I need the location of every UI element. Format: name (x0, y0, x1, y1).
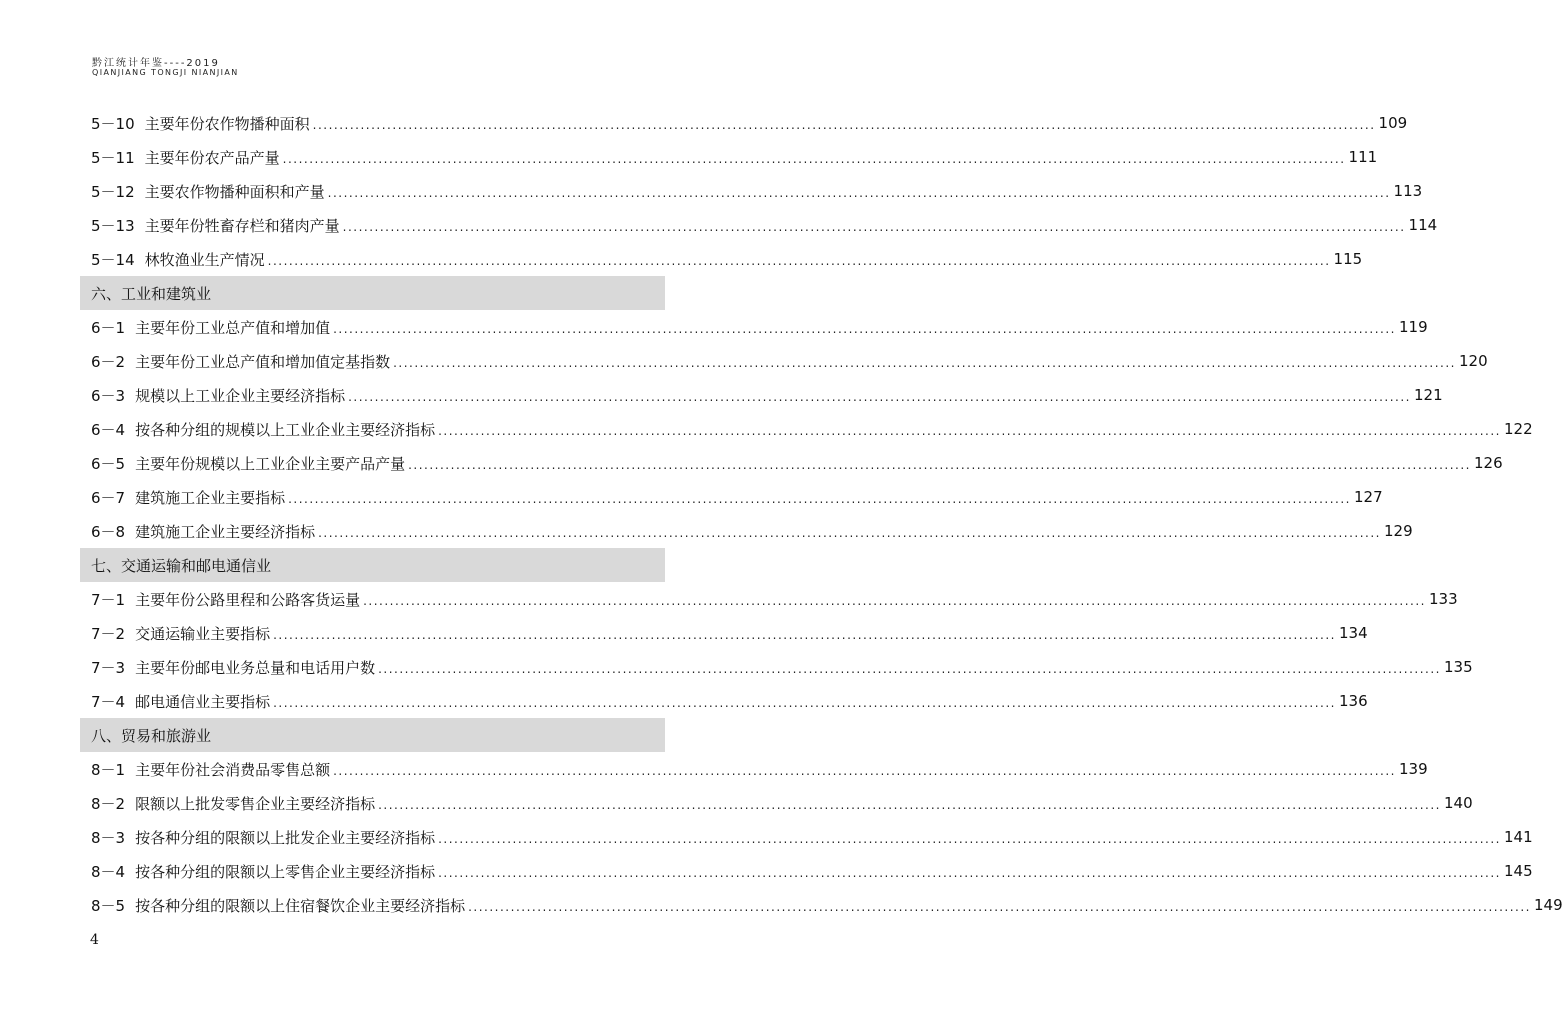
dot-leader: ........................................................................................................................................................................................................ (282, 152, 1346, 166)
toc-entry (80, 684, 1368, 718)
entry-page-number: 115 (1333, 250, 1363, 268)
entry-page-number: 136 (1339, 692, 1368, 710)
table-of-contents (80, 106, 1563, 922)
dot-leader: ........................................................................................................................................................................................................ (273, 696, 1336, 710)
entry-number: 5－10 (91, 114, 135, 133)
entry-page-number: 120 (1459, 352, 1488, 370)
entry-title: 主要年份牲畜存栏和猪肉产量 (144, 216, 340, 235)
section-title: 八、贸易和旅游业 (91, 726, 212, 745)
entry-title: 主要年份规模以上工业企业主要产品产量 (135, 454, 406, 473)
toc-entry (80, 820, 1533, 854)
dot-leader: ........................................................................................................................................................................................................ (378, 798, 1441, 812)
dot-leader: ........................................................................................................................................................................................................ (273, 628, 1336, 642)
entry-number: 6－5 (91, 454, 126, 473)
entry-number: 6－1 (91, 318, 126, 337)
entry-number: 5－13 (91, 216, 135, 235)
entry-page-number: 145 (1504, 862, 1533, 880)
toc-entry (80, 140, 1378, 174)
running-header-title: 黔江统计年鉴----2019 (92, 58, 220, 69)
toc-entry (80, 786, 1473, 820)
entry-number: 7－3 (91, 658, 126, 677)
dot-leader: ........................................................................................................................................................................................................ (327, 186, 1391, 200)
toc-section-heading (80, 276, 665, 310)
entry-title: 主要年份工业总产值和增加值 (135, 318, 331, 337)
section-title: 七、交通运输和邮电通信业 (91, 556, 272, 575)
toc-entry (80, 854, 1533, 888)
toc-entry (80, 174, 1423, 208)
toc-entry (80, 310, 1428, 344)
entry-number: 6－2 (91, 352, 126, 371)
page-number: 4 (90, 932, 99, 948)
entry-title: 按各种分组的规模以上工业企业主要经济指标 (135, 420, 436, 439)
section-title: 六、工业和建筑业 (91, 284, 212, 303)
dot-leader: ........................................................................................................................................................................................................ (318, 526, 1381, 540)
entry-page-number: 122 (1504, 420, 1533, 438)
entry-number: 5－11 (91, 148, 135, 167)
entry-page-number: 140 (1444, 794, 1473, 812)
entry-title: 建筑施工企业主要经济指标 (135, 522, 316, 541)
dot-leader: ........................................................................................................................................................................................................ (393, 356, 1456, 370)
entry-number: 5－14 (91, 250, 135, 269)
toc-entry (80, 888, 1563, 922)
dot-leader: ........................................................................................................................................................................................................ (288, 492, 1351, 506)
toc-entry (80, 242, 1363, 276)
entry-number: 7－4 (91, 692, 126, 711)
toc-entry (80, 480, 1383, 514)
entry-page-number: 127 (1354, 488, 1383, 506)
entry-page-number: 111 (1348, 148, 1378, 166)
entry-title: 主要年份工业总产值和增加值定基指数 (135, 352, 391, 371)
dot-leader: ........................................................................................................................................................................................................ (348, 390, 1411, 404)
entry-number: 8－4 (91, 862, 126, 881)
dot-leader: ........................................................................................................................................................................................................ (438, 832, 1501, 846)
entry-page-number: 135 (1444, 658, 1473, 676)
entry-title: 按各种分组的限额以上住宿餐饮企业主要经济指标 (135, 896, 466, 915)
entry-number: 6－3 (91, 386, 126, 405)
entry-title: 主要年份公路里程和公路客货运量 (135, 590, 361, 609)
entry-title: 主要年份邮电业务总量和电话用户数 (135, 658, 376, 677)
toc-entry (80, 378, 1443, 412)
dot-leader: ........................................................................................................................................................................................................ (468, 900, 1531, 914)
entry-title: 限额以上批发零售企业主要经济指标 (135, 794, 376, 813)
dot-leader: ........................................................................................................................................................................................................ (438, 424, 1501, 438)
dot-leader: ........................................................................................................................................................................................................ (342, 220, 1406, 234)
toc-entry (80, 514, 1413, 548)
entry-page-number: 129 (1384, 522, 1413, 540)
entry-number: 6－4 (91, 420, 126, 439)
toc-entry (80, 344, 1488, 378)
entry-page-number: 113 (1393, 182, 1423, 200)
entry-title: 规模以上工业企业主要经济指标 (135, 386, 346, 405)
entry-number: 7－1 (91, 590, 126, 609)
entry-page-number: 149 (1534, 896, 1563, 914)
dot-leader: ........................................................................................................................................................................................................ (312, 118, 1376, 132)
entry-title: 建筑施工企业主要指标 (135, 488, 286, 507)
dot-leader: ........................................................................................................................................................................................................ (408, 458, 1471, 472)
entry-number: 8－3 (91, 828, 126, 847)
entry-title: 邮电通信业主要指标 (135, 692, 271, 711)
entry-title: 林牧渔业生产情况 (144, 250, 265, 269)
entry-number: 7－2 (91, 624, 126, 643)
entry-page-number: 133 (1429, 590, 1458, 608)
dot-leader: ........................................................................................................................................................................................................ (333, 322, 1396, 336)
toc-entry (80, 412, 1533, 446)
entry-title: 交通运输业主要指标 (135, 624, 271, 643)
entry-page-number: 121 (1414, 386, 1443, 404)
entry-title: 主要年份农作物播种面积 (144, 114, 310, 133)
entry-page-number: 134 (1339, 624, 1368, 642)
entry-page-number: 109 (1378, 114, 1408, 132)
entry-number: 6－8 (91, 522, 126, 541)
toc-entry (80, 582, 1458, 616)
toc-entry (80, 208, 1438, 242)
entry-number: 8－5 (91, 896, 126, 915)
dot-leader: ........................................................................................................................................................................................................ (363, 594, 1426, 608)
entry-page-number: 119 (1399, 318, 1428, 336)
entry-title: 主要年份社会消费品零售总额 (135, 760, 331, 779)
toc-entry (80, 446, 1503, 480)
toc-entry (80, 616, 1368, 650)
entry-title: 主要年份农产品产量 (144, 148, 280, 167)
toc-section-heading (80, 548, 665, 582)
toc-entry (80, 106, 1408, 140)
toc-entry (80, 650, 1473, 684)
entry-title: 主要农作物播种面积和产量 (144, 182, 325, 201)
dot-leader: ........................................................................................................................................................................................................ (333, 764, 1396, 778)
entry-number: 5－12 (91, 182, 135, 201)
entry-page-number: 114 (1408, 216, 1438, 234)
dot-leader: ........................................................................................................................................................................................................ (267, 254, 1331, 268)
entry-number: 6－7 (91, 488, 126, 507)
entry-page-number: 139 (1399, 760, 1428, 778)
entry-number: 8－2 (91, 794, 126, 813)
entry-title: 按各种分组的限额以上零售企业主要经济指标 (135, 862, 436, 881)
toc-section-heading (80, 718, 665, 752)
running-header-subtitle: QIANJIANG TONGJI NIANJIAN (92, 68, 239, 77)
entry-page-number: 141 (1504, 828, 1533, 846)
entry-number: 8－1 (91, 760, 126, 779)
dot-leader: ........................................................................................................................................................................................................ (378, 662, 1441, 676)
entry-page-number: 126 (1474, 454, 1503, 472)
toc-entry (80, 752, 1428, 786)
dot-leader: ........................................................................................................................................................................................................ (438, 866, 1501, 880)
entry-title: 按各种分组的限额以上批发企业主要经济指标 (135, 828, 436, 847)
